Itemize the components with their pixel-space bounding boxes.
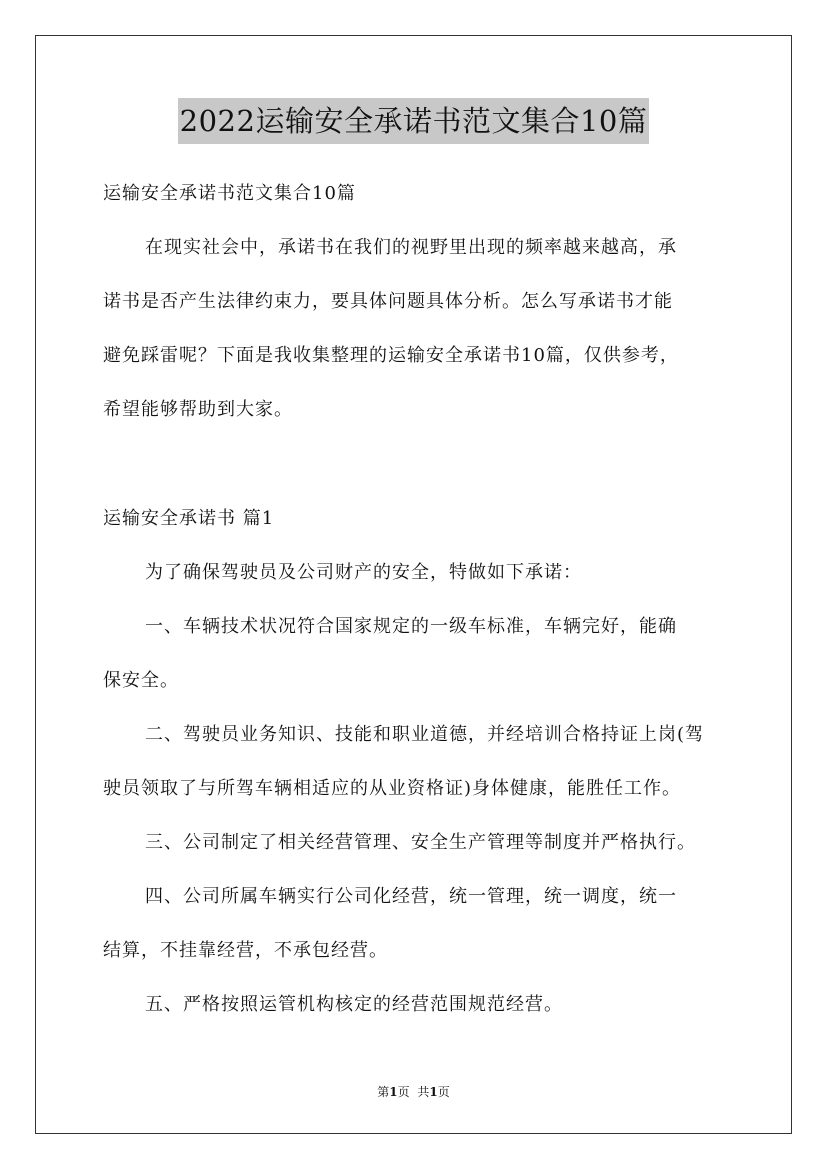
- page-number: 1: [389, 1085, 398, 1099]
- subtitle: 运输安全承诺书范文集合10篇: [103, 183, 356, 204]
- page-footer: [0, 1084, 827, 1100]
- page-prefix: 第: [377, 1085, 390, 1099]
- body-line: 为了确保驾驶员及公司财产的安全，特做如下承诺：: [145, 562, 582, 583]
- body-line: 结算，不挂靠经营，不承包经营。: [103, 940, 388, 961]
- section-heading: 运输安全承诺书 篇1: [103, 508, 275, 529]
- intro-line: 避免踩雷呢？下面是我收集整理的运输安全承诺书10篇，仅供参考，: [103, 345, 679, 366]
- document-title: 2022运输安全承诺书范文集合10篇: [178, 98, 650, 144]
- page-suffix: 页: [397, 1085, 410, 1099]
- body-line: 二、驾驶员业务知识、技能和职业道德，并经培训合格持证上岗(驾: [145, 724, 705, 745]
- title-container: [0, 98, 827, 144]
- total-prefix: 共: [417, 1085, 430, 1099]
- body-line: 一、车辆技术状况符合国家规定的一级车标准，车辆完好，能确: [145, 616, 677, 637]
- body-line: 五、严格按照运管机构核定的经营范围规范经营。: [145, 994, 563, 1015]
- total-pages: 1: [429, 1085, 438, 1099]
- body-line: 三、公司制定了相关经营管理、安全生产管理等制度并严格执行。: [145, 832, 696, 853]
- intro-line: 在现实社会中，承诺书在我们的视野里出现的频率越来越高，承: [145, 237, 677, 258]
- intro-line: 诺书是否产生法律约束力，要具体问题具体分析。怎么写承诺书才能: [103, 291, 673, 312]
- body-line: 四、公司所属车辆实行公司化经营，统一管理，统一调度，统一: [145, 886, 677, 907]
- body-line: 保安全。: [103, 670, 179, 691]
- body-line: 驶员领取了与所驾车辆相适应的从业资格证)身体健康，能胜任工作。: [103, 778, 682, 799]
- total-suffix: 页: [437, 1085, 450, 1099]
- intro-line: 希望能够帮助到大家。: [103, 399, 293, 420]
